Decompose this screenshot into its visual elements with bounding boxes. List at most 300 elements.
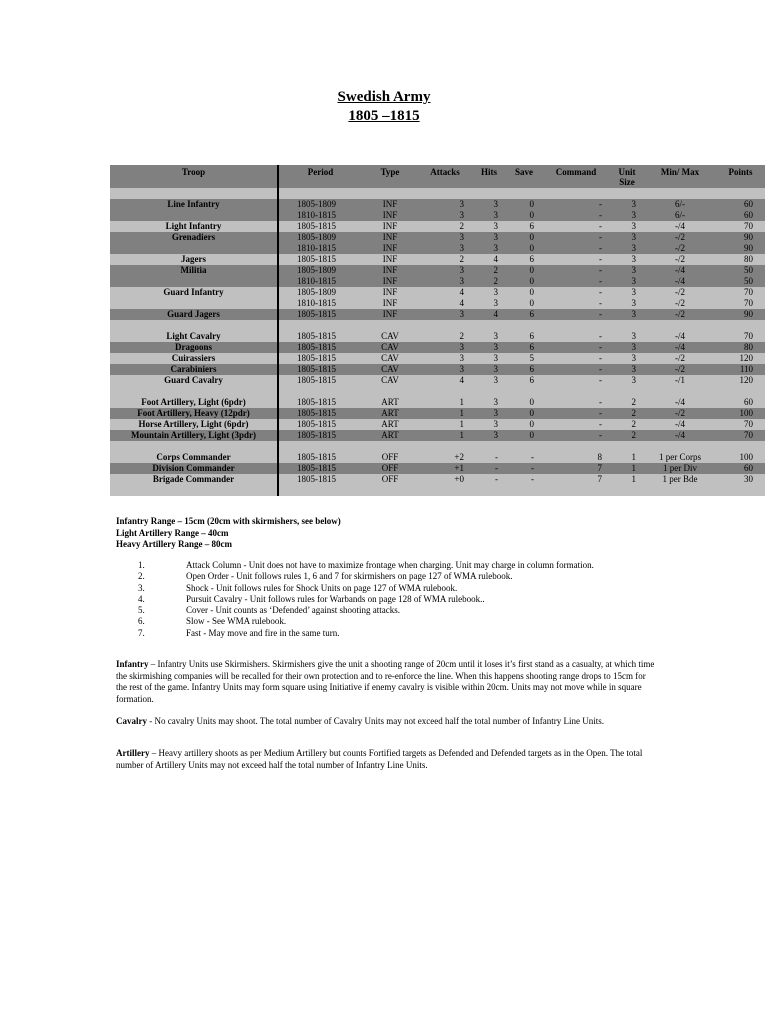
table-cell: 2	[610, 408, 644, 419]
table-cell: 1805-1815	[278, 474, 362, 485]
table-cell: 6/-	[644, 199, 716, 210]
table-cell: 6	[506, 254, 542, 265]
table-cell	[472, 320, 506, 331]
table-cell	[610, 188, 644, 199]
table-cell: 1 per Bde	[644, 474, 716, 485]
table-cell	[506, 441, 542, 452]
table-cell: 50	[716, 276, 765, 287]
table-cell	[362, 320, 418, 331]
table-cell: CAV	[362, 331, 418, 342]
table-cell	[542, 441, 610, 452]
table-spacer-row	[110, 441, 765, 452]
table-cell: Mountain Artillery, Light (3pdr)	[110, 430, 278, 441]
table-cell	[644, 485, 716, 496]
table-row	[110, 474, 765, 485]
table-cell: 70	[716, 287, 765, 298]
table-cell	[542, 188, 610, 199]
table-cell: -/2	[644, 243, 716, 254]
table-cell: -	[542, 265, 610, 276]
table-cell: Corps Commander	[110, 452, 278, 463]
column-header: Points	[716, 165, 765, 188]
table-cell: 3	[418, 199, 472, 210]
table-cell: -/2	[644, 309, 716, 320]
note-lead: Infantry	[116, 659, 149, 669]
table-cell: 0	[506, 265, 542, 276]
table-cell: 3	[610, 375, 644, 386]
table-cell: 3	[472, 199, 506, 210]
note-text: – Infantry Units use Skirmishers. Skirmishers give the unit a shooting range of 20cm until it loses it’s first stand as a casualty, at which time the skirmishing companies will be recalled for their own protection and to re-enforce the line. When this happens shooting range drops to 15cm for the rest of the game. Infantry Units may form square using Initiative if enemy cavalry is visible within 20cm. Units may not move while in square formation.	[116, 659, 655, 704]
column-header: Save	[506, 165, 542, 188]
rule-item	[116, 571, 656, 582]
table-cell	[110, 210, 278, 221]
table-cell: 3	[610, 254, 644, 265]
table-cell	[472, 485, 506, 496]
table-cell: -/2	[644, 408, 716, 419]
table-cell: OFF	[362, 452, 418, 463]
table-cell: 6	[506, 309, 542, 320]
table-cell: 6	[506, 375, 542, 386]
note-paragraph	[116, 659, 656, 705]
table-cell: 1 per Corps	[644, 452, 716, 463]
table-cell: -/2	[644, 364, 716, 375]
table-cell: 3	[472, 243, 506, 254]
table-cell: Foot Artillery, Light (6pdr)	[110, 397, 278, 408]
table-cell: -	[542, 276, 610, 287]
table-cell: 1805-1815	[278, 309, 362, 320]
table-cell: 1805-1815	[278, 221, 362, 232]
table-cell: 3	[610, 265, 644, 276]
table-cell: -	[506, 463, 542, 474]
table-header-row	[110, 165, 765, 188]
table-cell: 7	[542, 474, 610, 485]
table-cell: 1805-1815	[278, 452, 362, 463]
table-cell: 1805-1815	[278, 419, 362, 430]
table-cell: 80	[716, 342, 765, 353]
rule-text: Open Order - Unit follows rules 1, 6 and 7 for skirmishers on page 127 of WMA rulebook.	[186, 571, 513, 582]
table-cell: 4	[418, 287, 472, 298]
table-cell	[278, 320, 362, 331]
table-cell: INF	[362, 243, 418, 254]
table-cell: -	[542, 397, 610, 408]
table-cell: 3	[472, 419, 506, 430]
table-cell: -	[472, 474, 506, 485]
table-cell: 1	[418, 419, 472, 430]
table-cell: 1	[610, 474, 644, 485]
table-cell: Grenadiers	[110, 232, 278, 243]
table-cell: 3	[472, 364, 506, 375]
table-cell: -/2	[644, 287, 716, 298]
table-cell: 0	[506, 276, 542, 287]
table-cell	[418, 485, 472, 496]
table-cell: -	[472, 452, 506, 463]
table-cell	[418, 386, 472, 397]
table-cell: 3	[472, 397, 506, 408]
table-cell: 2	[418, 254, 472, 265]
table-cell: 3	[472, 221, 506, 232]
table-cell	[506, 188, 542, 199]
table-cell: 3	[472, 232, 506, 243]
rule-text: Slow - See WMA rulebook.	[186, 616, 287, 627]
table-cell: ART	[362, 419, 418, 430]
table-cell: Carabiniers	[110, 364, 278, 375]
table-cell: 1	[418, 408, 472, 419]
table-cell	[110, 386, 278, 397]
table-cell: CAV	[362, 364, 418, 375]
table-cell	[110, 276, 278, 287]
note-lead: Cavalry	[116, 716, 147, 726]
table-cell: -/4	[644, 342, 716, 353]
column-header: Attacks	[418, 165, 472, 188]
table-cell: Horse Artillery, Light (6pdr)	[110, 419, 278, 430]
table-cell: 1805-1815	[278, 463, 362, 474]
table-cell	[278, 188, 362, 199]
table-spacer-row	[110, 485, 765, 496]
table-spacer-row	[110, 386, 765, 397]
table-cell: ART	[362, 430, 418, 441]
table-cell: Guard Cavalry	[110, 375, 278, 386]
table-cell: 80	[716, 254, 765, 265]
rule-number: 6.	[138, 616, 145, 627]
table-row	[110, 375, 765, 386]
table-cell: -	[542, 419, 610, 430]
table-cell	[278, 441, 362, 452]
rule-text: Attack Column - Unit does not have to maximize frontage when charging. Unit may charge in column formation.	[186, 560, 594, 570]
table-row	[110, 298, 765, 309]
table-row	[110, 265, 765, 276]
table-cell	[716, 441, 765, 452]
table-cell: 120	[716, 353, 765, 364]
table-cell: 3	[610, 210, 644, 221]
column-header: Type	[362, 165, 418, 188]
table-cell: Brigade Commander	[110, 474, 278, 485]
table-cell: -	[542, 254, 610, 265]
note-paragraph	[116, 748, 656, 771]
table-cell	[644, 188, 716, 199]
page-title: Swedish Army	[337, 89, 431, 105]
table-cell: -/2	[644, 254, 716, 265]
table-cell: 1805-1809	[278, 287, 362, 298]
table-cell	[542, 485, 610, 496]
table-cell	[362, 441, 418, 452]
table-cell: 4	[472, 254, 506, 265]
range-line: Infantry Range – 15cm (20cm with skirmishers, see below)	[116, 516, 341, 526]
table-cell: 100	[716, 408, 765, 419]
table-cell	[610, 320, 644, 331]
table-cell: 70	[716, 331, 765, 342]
table-cell	[610, 386, 644, 397]
table-cell: -/4	[644, 397, 716, 408]
rule-item	[116, 594, 656, 605]
rule-item	[116, 628, 656, 639]
table-cell: 8	[542, 452, 610, 463]
table-cell: INF	[362, 298, 418, 309]
table-cell: -	[542, 243, 610, 254]
column-header: Hits	[472, 165, 506, 188]
rule-item	[116, 583, 656, 594]
table-cell: 3	[610, 331, 644, 342]
table-cell: 1	[418, 397, 472, 408]
table-row	[110, 221, 765, 232]
table-cell: INF	[362, 309, 418, 320]
table-spacer-row	[110, 188, 765, 199]
table-cell: CAV	[362, 375, 418, 386]
table-cell: 3	[418, 276, 472, 287]
table-cell	[418, 320, 472, 331]
table-cell: -	[542, 364, 610, 375]
table-cell: 70	[716, 298, 765, 309]
table-cell	[716, 386, 765, 397]
table-cell: 3	[418, 353, 472, 364]
table-cell	[278, 485, 362, 496]
table-cell: 4	[418, 375, 472, 386]
table-cell: 3	[610, 298, 644, 309]
table-cell: -/4	[644, 419, 716, 430]
table-cell: INF	[362, 210, 418, 221]
table-cell: 90	[716, 232, 765, 243]
table-cell: 3	[472, 430, 506, 441]
table-cell	[472, 188, 506, 199]
table-row	[110, 463, 765, 474]
table-cell: 3	[610, 364, 644, 375]
table-cell: CAV	[362, 342, 418, 353]
table-cell	[362, 386, 418, 397]
table-cell: +1	[418, 463, 472, 474]
rule-item	[116, 605, 656, 616]
rule-text: Cover - Unit counts as ‘Defended’ against shooting attacks.	[186, 605, 401, 616]
table-cell: 1805-1809	[278, 232, 362, 243]
table-cell	[110, 320, 278, 331]
table-cell: -	[542, 287, 610, 298]
table-cell	[506, 485, 542, 496]
table-row	[110, 287, 765, 298]
table-cell	[110, 441, 278, 452]
table-cell: 0	[506, 199, 542, 210]
table-row	[110, 408, 765, 419]
table-cell: 6	[506, 342, 542, 353]
table-cell: Guard Infantry	[110, 287, 278, 298]
table-cell: 3	[472, 298, 506, 309]
table-cell: 1805-1815	[278, 331, 362, 342]
army-list-table	[110, 165, 766, 496]
note-text: - No cavalry Units may shoot. The total number of Cavalry Units may not exceed half the total number of Infantry Line Units.	[147, 716, 604, 726]
table-cell: 3	[610, 276, 644, 287]
table-cell: INF	[362, 287, 418, 298]
table-cell: 0	[506, 243, 542, 254]
table-cell: 70	[716, 419, 765, 430]
table-cell: 3	[610, 199, 644, 210]
table-cell: 1810-1815	[278, 210, 362, 221]
column-header: Min/ Max	[644, 165, 716, 188]
table-cell: Dragoons	[110, 342, 278, 353]
table-cell	[110, 298, 278, 309]
table-cell: 60	[716, 210, 765, 221]
table-cell: -	[542, 353, 610, 364]
table-cell: 6	[506, 221, 542, 232]
table-row	[110, 210, 765, 221]
table-cell: Line Infantry	[110, 199, 278, 210]
table-cell: -	[542, 309, 610, 320]
table-cell: 1805-1815	[278, 364, 362, 375]
table-cell: 3	[610, 221, 644, 232]
table-row	[110, 353, 765, 364]
rule-item	[116, 616, 656, 627]
table-cell: 0	[506, 232, 542, 243]
table-cell: 3	[610, 243, 644, 254]
table-spacer-row	[110, 320, 765, 331]
table-cell	[472, 441, 506, 452]
note-lead: Artillery	[116, 748, 150, 758]
table-cell: 60	[716, 199, 765, 210]
table-cell: 110	[716, 364, 765, 375]
table-cell: 0	[506, 408, 542, 419]
table-cell: 60	[716, 397, 765, 408]
table-cell: Guard Jagers	[110, 309, 278, 320]
table-cell: INF	[362, 265, 418, 276]
table-cell: 0	[506, 430, 542, 441]
table-cell: INF	[362, 254, 418, 265]
table-cell: 70	[716, 430, 765, 441]
table-cell: +0	[418, 474, 472, 485]
table-cell	[610, 441, 644, 452]
table-row	[110, 452, 765, 463]
range-line: Light Artillery Range – 40cm	[116, 527, 229, 538]
table-cell: 3	[418, 243, 472, 254]
table-cell: -/4	[644, 430, 716, 441]
table-cell: -	[506, 452, 542, 463]
table-cell: 1805-1809	[278, 265, 362, 276]
table-cell: -/4	[644, 331, 716, 342]
table-cell	[418, 441, 472, 452]
table-cell: -	[472, 463, 506, 474]
table-cell: INF	[362, 199, 418, 210]
table-cell: -	[542, 342, 610, 353]
table-cell: -	[542, 232, 610, 243]
table-cell: 2	[418, 331, 472, 342]
table-cell: 1805-1815	[278, 397, 362, 408]
table-cell: 3	[418, 342, 472, 353]
column-header: Unit Size	[610, 165, 644, 188]
table-cell	[644, 441, 716, 452]
table-cell: -/4	[644, 265, 716, 276]
table-cell: 3	[610, 309, 644, 320]
table-cell: -	[542, 221, 610, 232]
table-cell	[472, 386, 506, 397]
table-cell: 1810-1815	[278, 276, 362, 287]
table-cell: 2	[610, 397, 644, 408]
table-cell: 4	[472, 309, 506, 320]
rule-item	[116, 560, 656, 571]
table-row	[110, 364, 765, 375]
table-cell: 7	[542, 463, 610, 474]
table-cell: 0	[506, 419, 542, 430]
note-paragraph	[116, 716, 656, 728]
table-cell: 50	[716, 265, 765, 276]
table-cell	[110, 188, 278, 199]
table-cell	[542, 386, 610, 397]
table-cell: 0	[506, 287, 542, 298]
rule-text: Fast - May move and fire in the same turn.	[186, 627, 340, 638]
table-cell: 3	[472, 287, 506, 298]
table-cell: 2	[610, 419, 644, 430]
table-row	[110, 331, 765, 342]
table-row	[110, 254, 765, 265]
table-cell: 1805-1815	[278, 408, 362, 419]
table-cell: 3	[472, 331, 506, 342]
table-cell	[716, 188, 765, 199]
table-cell: 1	[610, 463, 644, 474]
table-cell: Militia	[110, 265, 278, 276]
table-cell: 3	[472, 408, 506, 419]
table-cell: 1	[610, 452, 644, 463]
table-cell: 90	[716, 243, 765, 254]
column-header: Period	[278, 165, 362, 188]
table-cell: Jagers	[110, 254, 278, 265]
table-cell: 3	[418, 210, 472, 221]
table-cell: 0	[506, 298, 542, 309]
table-cell: 120	[716, 375, 765, 386]
table-cell: Division Commander	[110, 463, 278, 474]
table-cell	[506, 320, 542, 331]
table-cell: 3	[418, 309, 472, 320]
table-cell: 3	[472, 210, 506, 221]
table-cell: 2	[610, 430, 644, 441]
table-cell: INF	[362, 232, 418, 243]
table-cell: 1810-1815	[278, 243, 362, 254]
table-cell: 1805-1815	[278, 342, 362, 353]
table-cell: 3	[610, 287, 644, 298]
rule-number: 2.	[138, 571, 145, 582]
table-cell: 2	[472, 276, 506, 287]
table-cell: 100	[716, 452, 765, 463]
table-cell: 3	[418, 364, 472, 375]
table-cell: -	[542, 375, 610, 386]
table-row	[110, 419, 765, 430]
table-cell: 6	[506, 364, 542, 375]
table-cell	[644, 320, 716, 331]
table-cell: -	[542, 408, 610, 419]
page-subtitle: 1805 –1815	[348, 108, 420, 124]
table-cell: 3	[610, 232, 644, 243]
table-cell: OFF	[362, 463, 418, 474]
table-cell: ART	[362, 408, 418, 419]
rule-number: 7.	[138, 627, 145, 638]
rule-number: 3.	[138, 582, 145, 593]
table-cell: 5	[506, 353, 542, 364]
table-cell: 0	[506, 397, 542, 408]
table-cell: -	[542, 331, 610, 342]
table-cell: 4	[418, 298, 472, 309]
table-cell	[110, 485, 278, 496]
table-cell: 3	[610, 342, 644, 353]
table-cell: 1 per Div	[644, 463, 716, 474]
rule-number: 1.	[138, 560, 145, 570]
table-cell	[418, 188, 472, 199]
table-cell: 3	[418, 265, 472, 276]
table-cell: 3	[472, 375, 506, 386]
table-cell	[716, 485, 765, 496]
table-cell: 3	[472, 342, 506, 353]
table-cell: Cuirassiers	[110, 353, 278, 364]
table-cell: 3	[472, 353, 506, 364]
table-cell: Light Cavalry	[110, 331, 278, 342]
table-cell: 1805-1809	[278, 199, 362, 210]
table-cell	[362, 485, 418, 496]
table-cell: -/2	[644, 232, 716, 243]
table-cell: -/4	[644, 221, 716, 232]
range-line: Heavy Artillery Range – 80cm	[116, 539, 232, 549]
table-cell: 2	[418, 221, 472, 232]
table-cell: +2	[418, 452, 472, 463]
